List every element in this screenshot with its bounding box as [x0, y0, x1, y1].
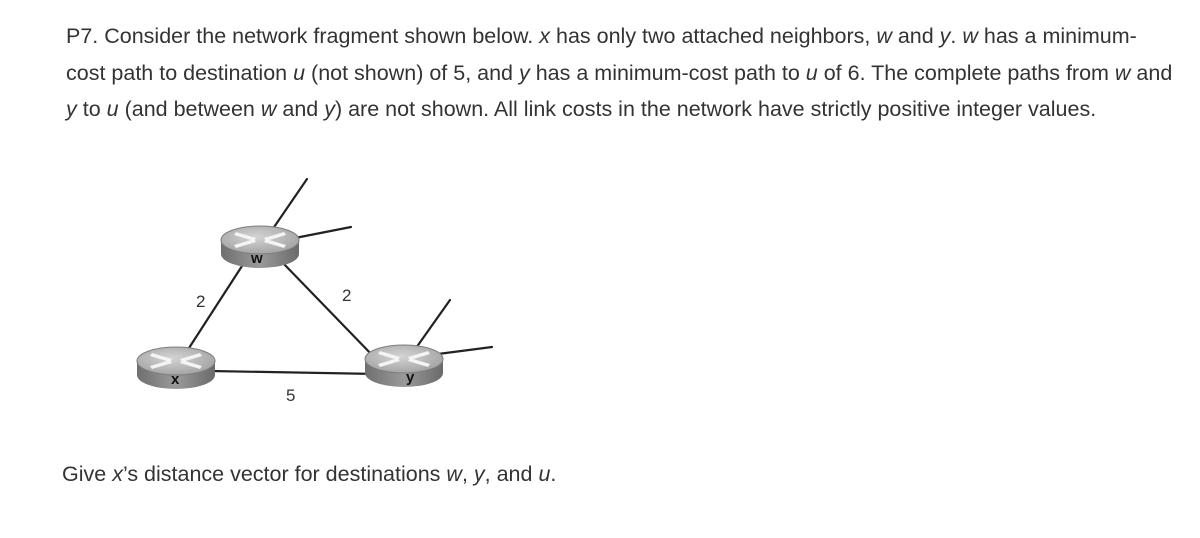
problem-text: and — [276, 97, 325, 121]
links — [178, 179, 492, 374]
problem-text: to — [76, 97, 107, 121]
var-u: u — [293, 60, 306, 85]
var-u: u — [805, 60, 818, 85]
question-part: Give — [62, 462, 113, 486]
link-w-stub-right — [295, 227, 351, 238]
cost-label-x-w: 2 — [196, 292, 206, 311]
network-diagram — [120, 170, 520, 410]
router-y — [365, 345, 443, 387]
router-w-label: w — [251, 250, 263, 267]
var-w: w — [260, 97, 277, 121]
link-w-y — [282, 262, 375, 358]
router-y-top — [365, 345, 443, 373]
var-w: w — [1114, 60, 1131, 85]
var-x: x — [112, 462, 123, 486]
router-x-label: x — [171, 371, 180, 388]
problem-text: of 6. The complete paths from — [817, 60, 1115, 85]
problem-text: P7. Consider the network fragment shown below. — [66, 24, 540, 48]
question-part: , — [461, 462, 474, 486]
var-u: u — [538, 462, 551, 486]
router-y-label: y — [406, 369, 415, 386]
var-u: u — [106, 97, 119, 121]
problem-text: has a minimum-cost path to — [529, 60, 806, 85]
question-text — [62, 458, 556, 490]
cost-label-w-y: 2 — [342, 286, 352, 305]
var-y: y — [519, 60, 530, 85]
var-w: w — [446, 462, 462, 486]
var-w: w — [962, 24, 978, 48]
router-x — [137, 347, 215, 389]
var-x: x — [539, 24, 551, 48]
question-part: , and — [484, 462, 539, 486]
link-w-stub-up — [270, 179, 307, 233]
var-y: y — [473, 462, 485, 486]
question-part: . — [550, 462, 557, 486]
problem-text: and — [1130, 60, 1179, 85]
link-y-stub-right — [438, 347, 492, 354]
var-w: w — [876, 24, 892, 48]
link-x-y — [210, 371, 378, 374]
problem-text: . — [950, 24, 963, 48]
var-y: y — [66, 97, 77, 121]
problem-text: has a minimum-cost path to destination — [66, 24, 1137, 85]
router-w — [221, 226, 299, 268]
link-y-stub-up — [416, 300, 450, 348]
problem-text: ) are not shown. All link costs in the network have strictly positive integer values. — [334, 97, 1097, 121]
network-diagram-svg — [120, 170, 520, 410]
problem-statement — [66, 18, 1179, 128]
problem-text: (and between — [118, 97, 261, 121]
problem-text: and — [891, 24, 940, 48]
problem-text: has only two attached neighbors, — [550, 24, 877, 48]
cost-label-x-y: 5 — [286, 386, 296, 405]
var-y: y — [939, 24, 951, 48]
problem-text: (not shown) of 5, and — [305, 60, 519, 85]
var-y: y — [324, 97, 335, 121]
question-part: ’s distance vector for destinations — [122, 462, 447, 486]
